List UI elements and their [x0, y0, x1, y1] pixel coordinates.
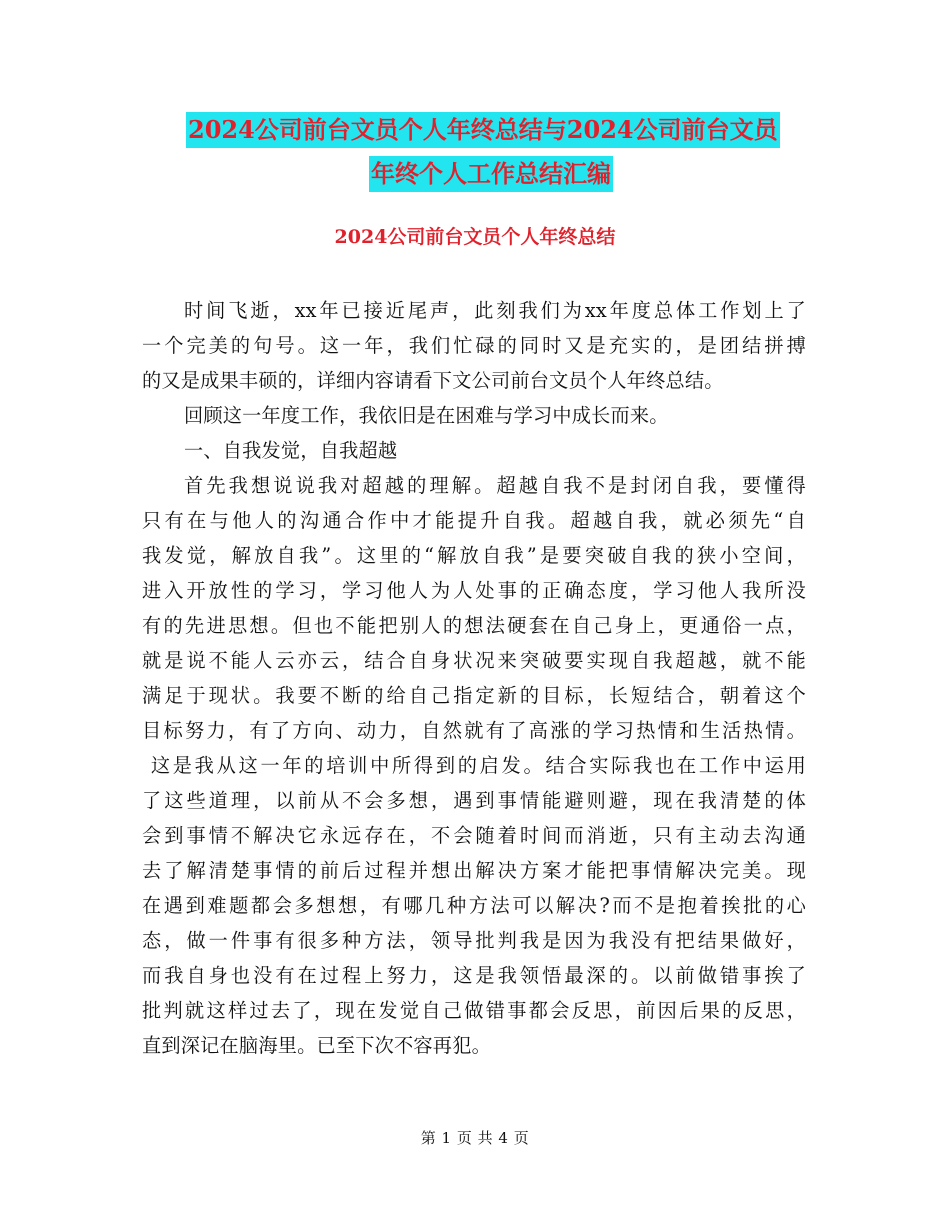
title-line-1: 2024公司前台文员个人年终总结与2024公司前台文员 — [186, 112, 780, 148]
paragraph-line: 有的先进思想。但也不能把别人的想法硬套在自己身上，更通俗一点， — [142, 614, 806, 637]
paragraph-line: 直到深记在脑海里。已至下次不容再犯。 — [142, 1034, 491, 1057]
paragraph-line: 目标努力，有了方向、动力，自然就有了高涨的学习热情和生活热情。 — [142, 719, 806, 742]
paragraph-line: 的又是成果丰硕的，详细内容请看下文公司前台文员个人年终总结。 — [142, 369, 724, 392]
paragraph-line: 我发觉，解放自我”。这里的“解放自我”是要突破自我的狭小空间， — [142, 544, 806, 567]
paragraph-line: 会到事情不解决它永远存在，不会随着时间而消逝，只有主动去沟通 — [142, 824, 806, 847]
page-footer: 第 1 页 共 4 页 — [420, 1129, 530, 1147]
paragraph-line: 而我自身也没有在过程上努力，这是我领悟最深的。以前做错事挨了 — [142, 964, 806, 987]
paragraph-line: 批判就这样过去了，现在发觉自己做错事都会反思，前因后果的反思， — [142, 999, 806, 1022]
paragraph-line: 去了解清楚事情的前后过程并想出解决方案才能把事情解决完美。现 — [142, 859, 806, 882]
paragraph-line: 一个完美的句号。这一年，我们忙碌的同时又是充实的，是团结拼搏 — [142, 334, 806, 357]
paragraph-line: 回顾这一年度工作，我依旧是在困难与学习中成长而来。 — [184, 404, 669, 427]
paragraph-line: 就是说不能人云亦云，结合自身状况来突破要实现自我超越，就不能 — [142, 649, 806, 672]
paragraph-line: 满足于现状。我要不断的给自己指定新的目标，长短结合，朝着这个 — [142, 684, 806, 707]
paragraph-line: 时间飞逝，xx年已接近尾声，此刻我们为xx年度总体工作划上了 — [184, 299, 806, 322]
section-heading: 2024公司前台文员个人年终总结 — [334, 226, 616, 248]
paragraph-line: 只有在与他人的沟通合作中才能提升自我。超越自我，就必须先“自 — [142, 509, 806, 532]
paragraph-line: 首先我想说说我对超越的理解。超越自我不是封闭自我，要懂得 — [184, 474, 806, 497]
paragraph-line: 了这些道理，以前从不会多想，遇到事情能避则避，现在我清楚的体 — [142, 789, 806, 812]
paragraph-line: 一、自我发觉，自我超越 — [184, 439, 398, 462]
paragraph-line: 进入开放性的学习，学习他人为人处事的正确态度，学习他人我所没 — [142, 579, 806, 602]
body-text — [142, 293, 806, 1063]
paragraph-line: 态，做一件事有很多种方法，领导批判我是因为我没有把结果做好， — [142, 929, 806, 952]
title-line-2: 年终个人工作总结汇编 — [369, 156, 613, 192]
paragraph-line: 在遇到难题都会多想想，有哪几种方法可以解决?而不是抱着挨批的心 — [142, 894, 806, 917]
paragraph-line: 这是我从这一年的培训中所得到的启发。结合实际我也在工作中运用 — [142, 754, 806, 777]
